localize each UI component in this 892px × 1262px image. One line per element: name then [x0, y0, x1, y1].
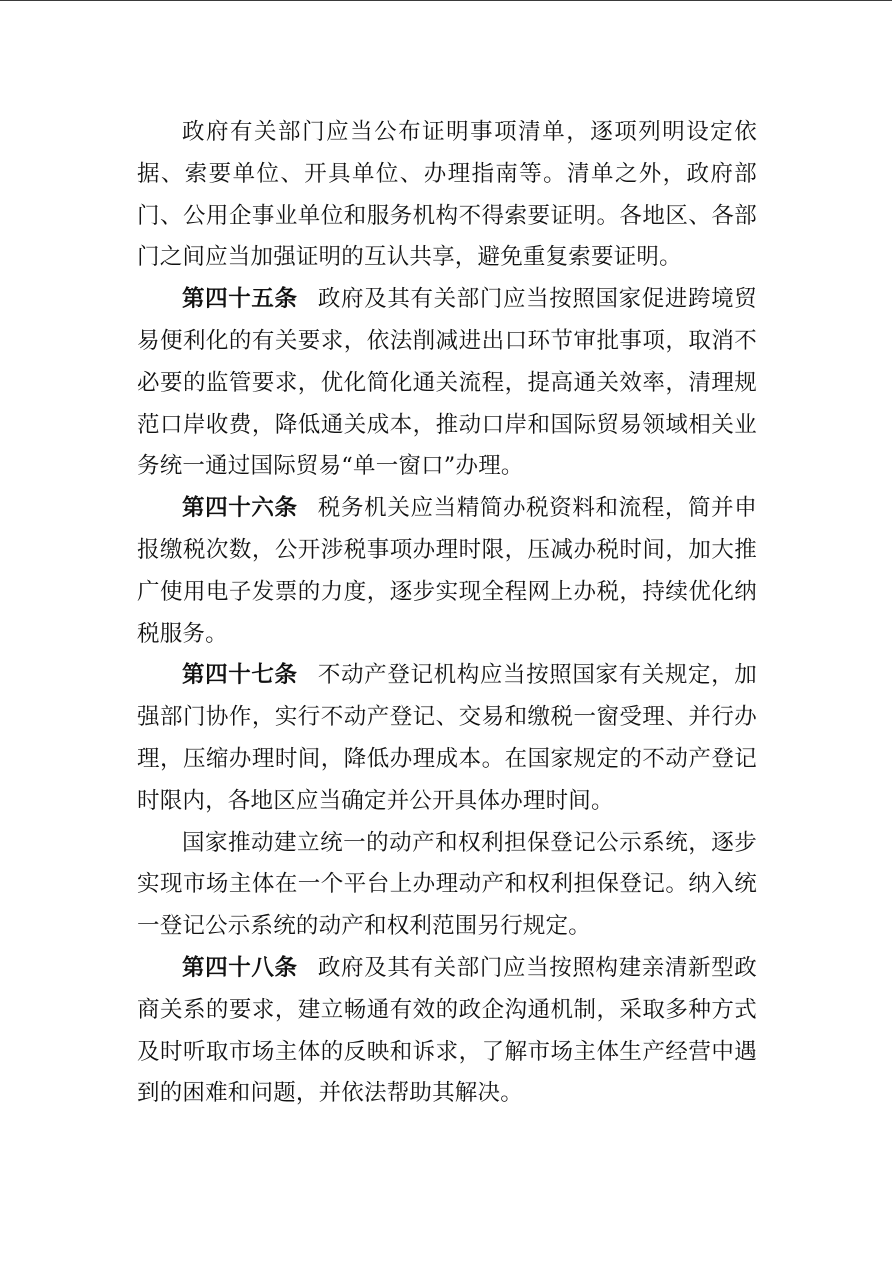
paragraph-article-47	[137, 655, 757, 822]
article-title: 第四十五条	[182, 286, 298, 313]
document-body	[137, 112, 757, 1115]
paragraph-article-46	[137, 488, 757, 655]
article-title: 第四十八条	[182, 954, 298, 981]
paragraph-text: 国家推动建立统一的动产和权利担保登记公示系统，逐步实现市场主体在一个平台上办理动产和权利担保登记。纳入统一登记公示系统的动产和权利范围另行规定。	[137, 829, 757, 940]
paragraph-proof-list	[137, 112, 757, 279]
paragraph-collateral-registry	[137, 823, 757, 948]
paragraph-text: 政府及其有关部门应当按照国家促进跨境贸易便利化的有关要求，依法削减进出口环节审批事项，取消不必要的监管要求，优化简化通关流程，提高通关效率，清理规范口岸收费，降低通关成本，推动口岸和国际贸易领域相关业务统一通过国际贸易“单一窗口”办理。	[137, 286, 757, 480]
paragraph-text: 政府有关部门应当公布证明事项清单，逐项列明设定依据、索要单位、开具单位、办理指南等。清单之外，政府部门、公用企事业单位和服务机构不得索要证明。各地区、各部门之间应当加强证明的互认共享，避免重复索要证明。	[137, 119, 757, 271]
top-border-line	[0, 0, 892, 1]
article-title: 第四十七条	[182, 662, 298, 689]
paragraph-text: 税务机关应当精简办税资料和流程，简并申报缴税次数，公开涉税事项办理时限，压减办税时间，加大推广使用电子发票的力度，逐步实现全程网上办税，持续优化纳税服务。	[137, 495, 757, 647]
article-title: 第四十六条	[182, 495, 298, 522]
paragraph-article-45	[137, 279, 757, 488]
paragraph-text: 政府及其有关部门应当按照构建亲清新型政商关系的要求，建立畅通有效的政企沟通机制，采取多种方式及时听取市场主体的反映和诉求，了解市场主体生产经营中遇到的困难和问题，并依法帮助其解决。	[137, 954, 757, 1107]
paragraph-article-48	[137, 948, 757, 1115]
paragraph-text: 不动产登记机构应当按照国家有关规定，加强部门协作，实行不动产登记、交易和缴税一窗受理、并行办理，压缩办理时间，降低办理成本。在国家规定的不动产登记时限内，各地区应当确定并公开具体办理时间。	[137, 662, 757, 814]
